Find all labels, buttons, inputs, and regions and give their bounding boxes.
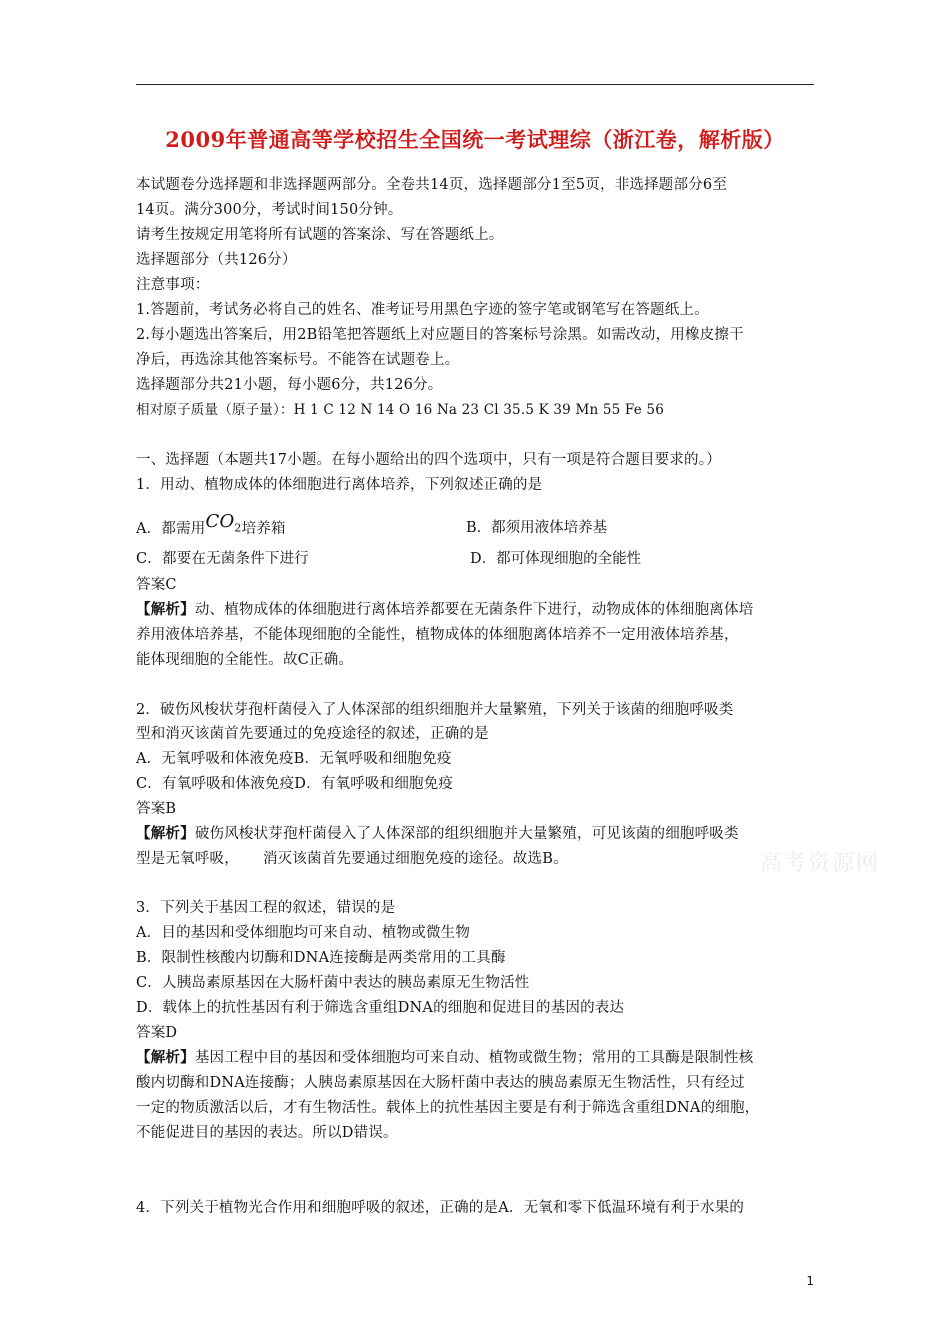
intro-line: 净后，再选涂其他答案标号。不能答在试题卷上。 xyxy=(136,352,460,368)
q1-exp-line: 动、植物成体的体细胞进行离体培养都要在无菌条件下进行，动物成体的体细胞离体培 xyxy=(194,602,754,618)
q2-stem: 型和消灭该菌首先要通过的免疫途径的叙述，正确的是 xyxy=(136,726,489,742)
explanation-tag: 【解析】 xyxy=(136,1049,195,1066)
co2-main: CO xyxy=(205,511,235,532)
intro-line: 2.每小题选出答案后，用2B铅笔把答题纸上对应题目的答案标号涂黑。如需改动，用橡皮擦干 xyxy=(136,327,744,343)
q1-option-a-post: 培养箱 xyxy=(241,521,286,537)
q1-exp-line: 养用液体培养基，不能体现细胞的全能性，植物成体的体细胞离体培养不一定用液体培养基， xyxy=(136,627,739,643)
q2-explanation xyxy=(136,824,739,844)
intro-line: 选择题部分（共126分） xyxy=(136,252,297,268)
q2-options-cd: C．有氧呼吸和体液免疫D．有氧呼吸和细胞免疫 xyxy=(136,776,454,792)
q1-option-c: C．都要在无菌条件下进行 xyxy=(136,551,309,567)
co2-formula xyxy=(205,511,242,535)
q1-option-a-pre: A．都需用 xyxy=(136,521,206,537)
q3-exp-line: 酸内切酶和DNA连接酶；人胰岛素原基因在大肠杆菌中表达的胰岛素原无生物活性，只有经过 xyxy=(136,1075,745,1091)
q3-exp-line: 不能促进目的基因的表达。所以D错误。 xyxy=(136,1125,398,1141)
page-number: 1 xyxy=(806,1274,814,1288)
q1-stem: 1．用动、植物成体的体细胞进行离体培养，下列叙述正确的是 xyxy=(136,477,543,493)
q1-exp-line: 能体现细胞的全能性。故C正确。 xyxy=(136,652,354,668)
co2-sub: 2 xyxy=(234,521,242,535)
page-title: 2009年普通高等学校招生全国统一考试理综（浙江卷，解析版） xyxy=(165,127,785,152)
q2-exp-line: 破伤风梭状芽孢杆菌侵入了人体深部的组织细胞并大量繁殖，可见该菌的细胞呼吸类 xyxy=(194,826,739,842)
q3-option-c: C．人胰岛素原基因在大肠杆菌中表达的胰岛素原无生物活性 xyxy=(136,975,530,991)
q2-answer: 答案B xyxy=(136,801,177,817)
q3-stem: 3．下列关于基因工程的叙述，错误的是 xyxy=(136,900,396,916)
q3-option-a: A．目的基因和受体细胞均可来自动、植物或微生物 xyxy=(136,925,471,941)
intro-line: 注意事项： xyxy=(136,277,210,293)
intro-line: 本试题卷分选择题和非选择题两部分。全卷共14页，选择题部分1至5页，非选择题部分6至 xyxy=(136,177,728,193)
q3-exp-line: 基因工程中目的基因和受体细胞均可来自动、植物或微生物；常用的工具酶是限制性核 xyxy=(194,1050,754,1066)
q1-option-d: D．都可体现细胞的全能性 xyxy=(470,551,642,567)
q2-stem: 2．破伤风梭状芽孢杆菌侵入了人体深部的组织细胞并大量繁殖，下列关于该菌的细胞呼吸类 xyxy=(136,702,734,718)
q3-exp-line: 一定的物质激活以后，才有生物活性。载体上的抗性基因主要是有利于筛选含重组DNA的细胞， xyxy=(136,1100,760,1116)
q1-explanation xyxy=(136,600,753,620)
q2-exp-line: 型是无氧呼吸， 消灭该菌首先要通过细胞免疫的途径。故选B。 xyxy=(136,851,568,867)
header-rule xyxy=(136,84,814,85)
intro-line: 选择题部分共21小题，每小题6分，共126分。 xyxy=(136,377,443,393)
explanation-tag: 【解析】 xyxy=(136,825,195,842)
q1-answer: 答案C xyxy=(136,577,177,593)
q1-option-a xyxy=(136,511,286,545)
q3-option-b: B．限制性核酸内切酶和DNA连接酶是两类常用的工具酶 xyxy=(136,950,506,966)
q4-stem: 4．下列关于植物光合作用和细胞呼吸的叙述，正确的是A．无氧和零下低温环境有利于水果的 xyxy=(136,1200,745,1216)
intro-line: 请考生按规定用笔将所有试题的答案涂、写在答题纸上。 xyxy=(136,227,504,243)
q3-option-d: D．载体上的抗性基因有利于筛选含重组DNA的细胞和促进目的基因的表达 xyxy=(136,1000,625,1016)
explanation-tag: 【解析】 xyxy=(136,601,195,618)
q1-option-b: B．都须用液体培养基 xyxy=(466,520,608,536)
q3-explanation xyxy=(136,1048,753,1068)
q2-options-ab: A．无氧呼吸和体液免疫B．无氧呼吸和细胞免疫 xyxy=(136,751,452,767)
intro-line: 1.答题前，考试务必将自己的姓名、准考证号用黑色字迹的签字笔或钢笔写在答题纸上。 xyxy=(136,302,709,318)
q3-answer: 答案D xyxy=(136,1025,178,1041)
atomic-mass-line: 相对原子质量（原子量）：H 1 C 12 N 14 O 16 Na 23 Cl 35.5 K 39 Mn 55 Fe 56 xyxy=(136,402,665,418)
watermark: 高考资源网 xyxy=(760,851,881,876)
section-heading: 一、选择题（本题共17小题。在每小题给出的四个选项中，只有一项是符合题目要求的。） xyxy=(136,452,721,468)
intro-line: 14页。满分300分，考试时间150分钟。 xyxy=(136,202,403,218)
